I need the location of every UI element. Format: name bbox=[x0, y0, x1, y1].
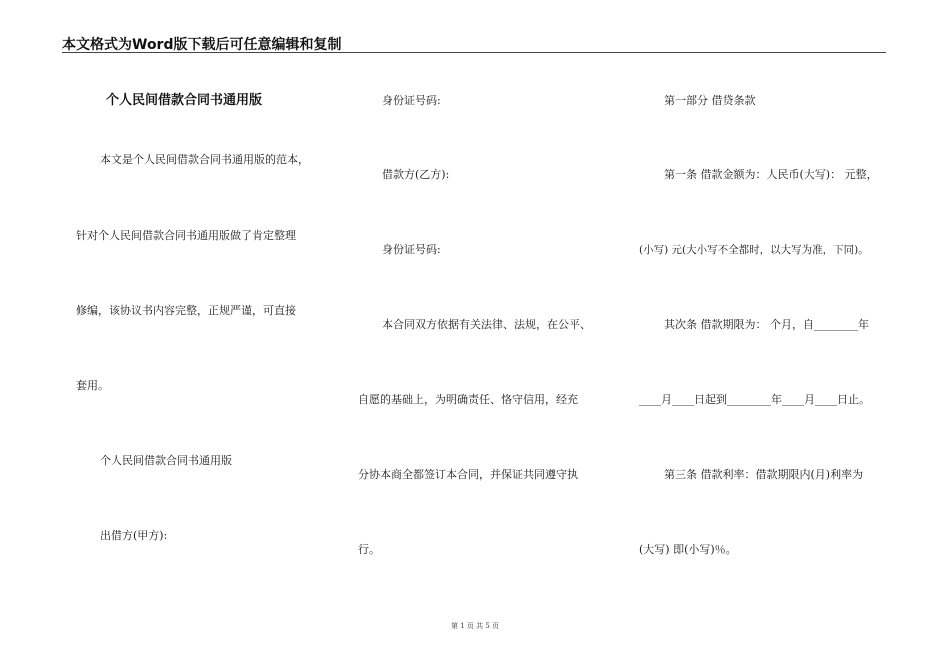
column-1 bbox=[76, 0, 346, 640]
column-2 bbox=[358, 0, 628, 640]
text-line: (大写) 即(小写)％。 bbox=[639, 543, 737, 556]
column-3 bbox=[639, 0, 909, 640]
text-line: 行。 bbox=[358, 543, 380, 556]
text-line: 本合同双方依据有关法律、法规，在公平、 bbox=[382, 318, 591, 331]
page-header: 本文格式为Word版下载后可任意编辑和复制 bbox=[62, 37, 342, 53]
text-line: 修编，该协议书内容完整，正规严谨，可直接 bbox=[76, 304, 296, 317]
document-title: 个人民间借款合同书通用版 bbox=[106, 93, 263, 108]
text-line: (小写) 元(大小写不全都时，以大写为准，下同)。 bbox=[639, 244, 869, 256]
text-line: 出借方(甲方): bbox=[100, 529, 168, 542]
text-line: ____月____日起到________年____月____日止。 bbox=[639, 393, 870, 406]
text-line: 第三条 借款利率：借款期限内(月)利率为 bbox=[664, 468, 864, 481]
text-line: 个人民间借款合同书通用版 bbox=[100, 454, 232, 467]
text-line: 借款方(乙方): bbox=[382, 168, 450, 181]
section-heading: 第一部分 借贷条款 bbox=[664, 94, 756, 107]
text-line: 身份证号码: bbox=[382, 94, 441, 107]
text-line: 其次条 借款期限为： 个月，自________年 bbox=[664, 318, 869, 331]
page-number: 第 1 页 共 5 页 bbox=[450, 622, 500, 630]
text-line: 身份证号码: bbox=[382, 243, 441, 256]
text-line: 本文是个人民间借款合同书通用版的范本， bbox=[100, 153, 309, 166]
text-line: 第一条 借款金额为：人民币(大写)： 元整， bbox=[664, 168, 878, 181]
text-line: 分协本商全都签订本合同，并保证共同遵守执 bbox=[358, 468, 578, 481]
text-line: 自愿的基础上，为明确责任、恪守信用，经充 bbox=[358, 393, 578, 406]
text-line: 针对个人民间借款合同书通用版做了肯定整理 bbox=[76, 229, 296, 242]
text-line: 套用。 bbox=[76, 379, 109, 392]
